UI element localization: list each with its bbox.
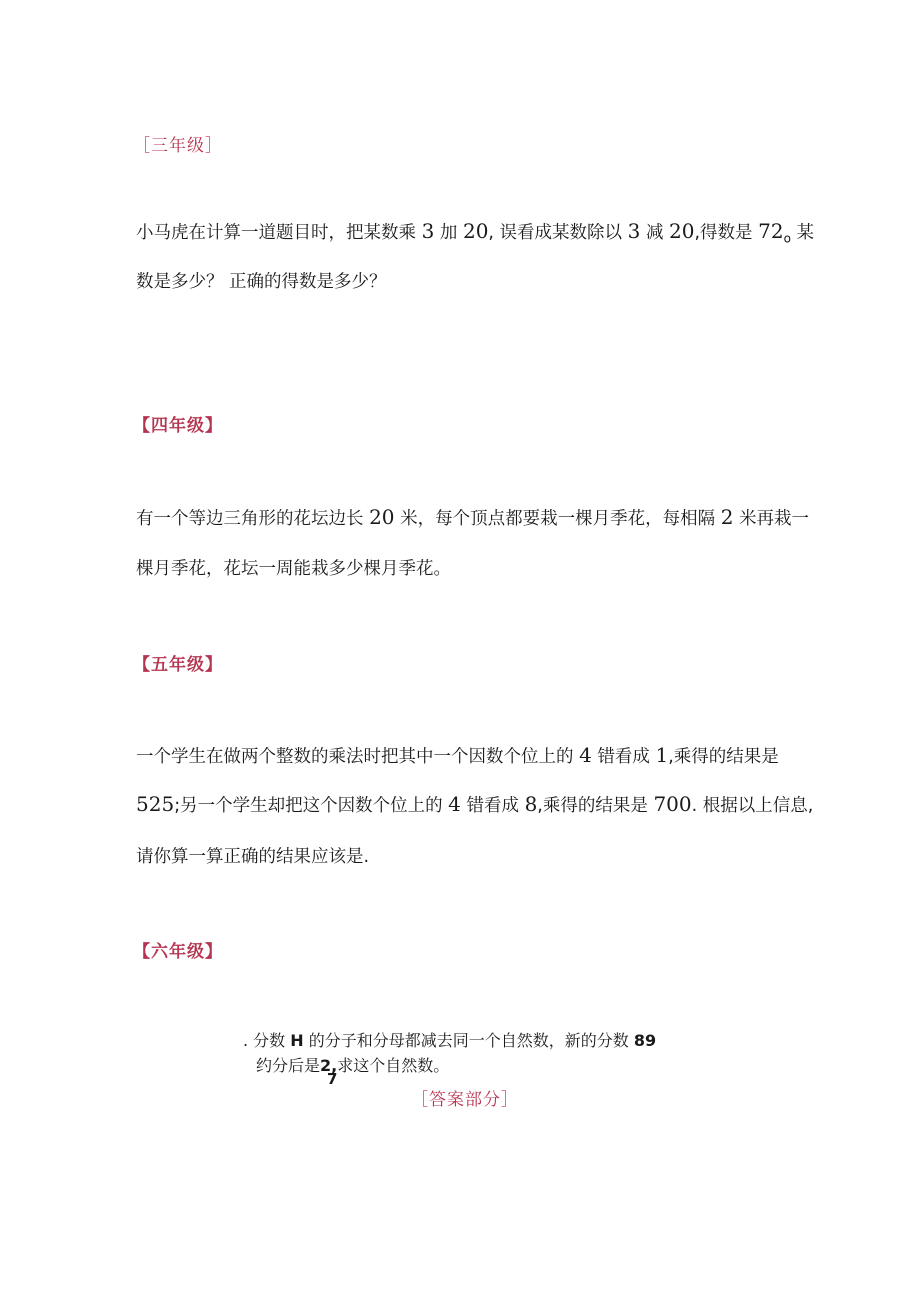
number: 525 (136, 792, 175, 816)
fraction-denominator: 7 (327, 1070, 338, 1088)
grade-6-question-line-1 (243, 1028, 656, 1051)
grade-3-question-line-1 (136, 219, 814, 246)
text-segment: 米再栽一 (739, 509, 809, 529)
text-segment: ,乘得的结果是 (668, 747, 779, 767)
number: 8 (524, 792, 538, 816)
text-segment: 错看成 (597, 747, 650, 767)
grade-6-heading: 【六年级】 (133, 942, 223, 962)
text-segment: 错看成 (466, 796, 519, 816)
number: 20 (462, 219, 489, 243)
number: 4 (579, 743, 592, 767)
grade-5-heading: 【五年级】 (133, 655, 223, 675)
grade-5-question-line-2 (136, 792, 813, 817)
text-segment: 米，每个顶点都要栽一棵月季花，每相隔 (400, 509, 716, 529)
number: 89 (633, 1031, 657, 1050)
grade-3-question-line-2: 数是多少？ 正确的得数是多少？ (136, 272, 387, 292)
subscript: o (783, 231, 791, 246)
grade-5-question-line-3: 请你算一算正确的结果应该是. (136, 847, 370, 867)
text-segment: 减 (645, 223, 664, 243)
text-segment: 小马虎在计算一道题目时，把某数乘 (136, 223, 416, 243)
text-segment: . 分数 (243, 1031, 286, 1050)
text-segment: , 误看成某数除以 (488, 223, 623, 243)
grade-4-question-line-1 (136, 505, 809, 530)
number: 3 (421, 219, 435, 243)
text-segment: 有一个等边三角形的花坛边长 (136, 509, 364, 529)
answer-section-heading: ［答案部分］ (411, 1090, 519, 1110)
text-segment: . 根据以上信息, (691, 796, 814, 816)
grade-4-heading: 【四年级】 (133, 416, 223, 436)
fraction-symbol: H (290, 1031, 304, 1050)
text-segment: 求这个自然数。 (337, 1056, 450, 1075)
text-segment: 的分子和分母都减去同一个自然数，新的分数 (308, 1031, 629, 1050)
number: 20 (369, 505, 395, 529)
grade-6-question-line-2 (256, 1053, 449, 1076)
number: 72 (758, 219, 784, 243)
text-segment: ;另一个学生却把这个因数个位上的 (174, 796, 443, 816)
number: 700 (653, 792, 692, 816)
number: 2 (720, 505, 734, 529)
number: 2, (320, 1056, 338, 1075)
text-segment: 某 (790, 223, 814, 243)
text-segment: 加 (439, 223, 458, 243)
grade-5-question-line-1 (136, 743, 779, 768)
number: 4 (448, 792, 461, 816)
text-segment: 一个学生在做两个整数的乘法时把其中一个因数个位上的 (136, 747, 574, 767)
text-segment: 约分后是 (256, 1056, 321, 1075)
number: 20 (669, 219, 695, 243)
grade-4-question-line-2: 棵月季花，花坛一周能栽多少棵月季花。 (136, 559, 451, 579)
number: 3 (627, 219, 641, 243)
text-segment: ,乘得的结果是 (537, 796, 648, 816)
number: 1 (655, 743, 669, 767)
grade-3-heading: ［三年级］ (133, 136, 223, 156)
text-segment: ,得数是 (694, 223, 753, 243)
